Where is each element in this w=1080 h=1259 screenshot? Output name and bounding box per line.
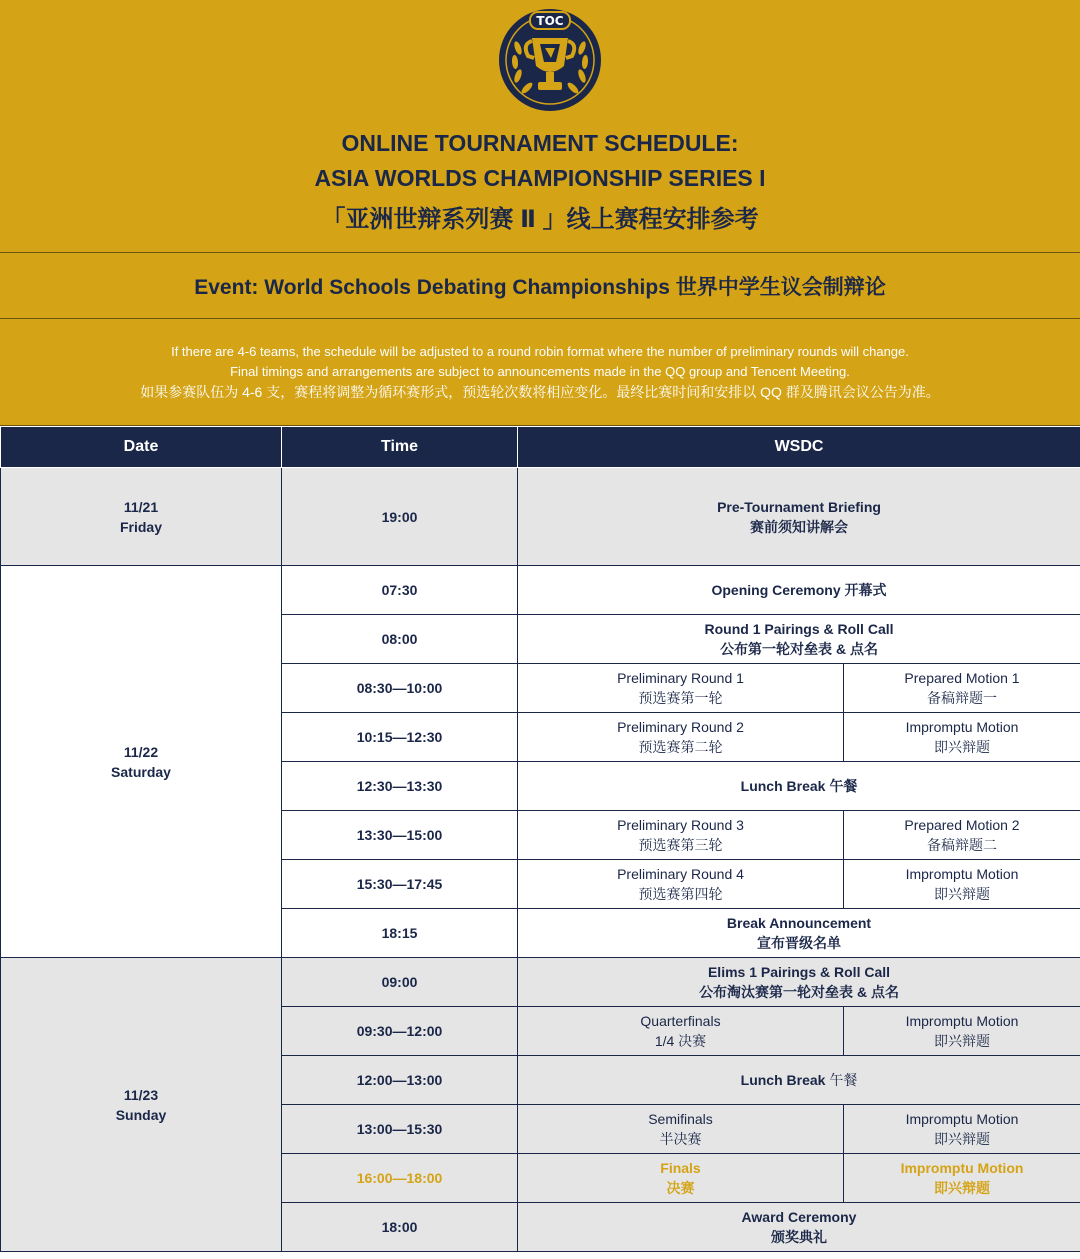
weekday: Saturday xyxy=(111,763,171,780)
round-cell xyxy=(518,1105,844,1154)
header-date: Date xyxy=(1,427,282,468)
header-time: Time xyxy=(282,427,518,468)
event-band xyxy=(0,253,1080,319)
event-cn: 赛前须知讲解会 xyxy=(750,518,848,535)
time-cell: 09:00 xyxy=(282,958,518,1007)
motion-en: Impromptu Motion xyxy=(905,866,1019,882)
round-cn: 预选赛第一轮 xyxy=(638,690,723,706)
round-cell xyxy=(518,713,844,762)
motion-en: Impromptu Motion xyxy=(905,1013,1019,1029)
time-cell: 08:00 xyxy=(282,615,518,664)
event-cn: 午餐 xyxy=(829,1072,858,1088)
motion-cell xyxy=(844,811,1080,860)
title-line-2: ASIA WORLDS CHAMPIONSHIP SERIES I xyxy=(314,165,766,191)
event-cn: 宣布晋级名单 xyxy=(757,935,841,951)
round-cell xyxy=(518,860,844,909)
round-en: Quarterfinals xyxy=(640,1013,721,1029)
weekday: Friday xyxy=(119,518,162,535)
table-row xyxy=(1,958,1080,1007)
round-cell xyxy=(518,811,844,860)
motion-en: Impromptu Motion xyxy=(905,719,1019,735)
event-en: Award Ceremony xyxy=(741,1209,857,1225)
motion-cell xyxy=(844,1105,1080,1154)
table-row xyxy=(1,566,1080,615)
round-en: Preliminary Round 4 xyxy=(617,866,744,882)
event-en: Pre-Tournament Briefing xyxy=(717,498,881,515)
table-header-row xyxy=(1,427,1080,468)
title-block xyxy=(0,0,1080,253)
title-line-1: ONLINE TOURNAMENT SCHEDULE: xyxy=(341,130,739,156)
event-cell xyxy=(518,468,1080,566)
note-en-1: If there are 4-6 teams, the schedule will be adjusted to a round robin format where the number of preliminary rounds will change. xyxy=(171,344,909,359)
motion-cn: 备稿辩题一 xyxy=(927,690,997,706)
title-line-3: 「亚洲世辩系列赛 Ⅱ 」线上赛程安排参考 xyxy=(321,206,759,233)
round-en: Semifinals xyxy=(648,1111,713,1127)
event-cn: 公布淘汰赛第一轮对垒表 & 点名 xyxy=(699,984,899,1000)
motion-cn: 即兴辩题 xyxy=(934,886,990,902)
round-en: Finals xyxy=(660,1160,701,1176)
motion-cn: 即兴辩题 xyxy=(934,739,990,755)
motion-cn: 即兴辩题 xyxy=(934,1180,990,1196)
header-event: WSDC xyxy=(518,427,1080,468)
motion-en: Prepared Motion 1 xyxy=(904,670,1020,686)
schedule-table xyxy=(0,426,1080,1252)
logo-text: TOC xyxy=(536,14,564,28)
round-cell xyxy=(518,1007,844,1056)
motion-en: Impromptu Motion xyxy=(905,1111,1019,1127)
event-en: Elims 1 Pairings & Roll Call xyxy=(707,964,891,980)
note-en-2: Final timings and arrangements are subject to announcements made in the QQ group and Tencent Meeting. xyxy=(230,364,850,379)
round-cn: 预选赛第二轮 xyxy=(638,739,723,755)
weekday: Sunday xyxy=(115,1106,167,1123)
time-cell: 13:00—15:30 xyxy=(282,1105,518,1154)
date-cell-sun xyxy=(1,958,282,1252)
event-cell xyxy=(518,909,1080,958)
motion-en: Impromptu Motion xyxy=(900,1160,1024,1176)
round-en: Preliminary Round 1 xyxy=(617,670,744,686)
motion-cn: 备稿辩题二 xyxy=(927,837,997,853)
motion-cell xyxy=(844,1154,1080,1203)
time-cell: 08:30—10:00 xyxy=(282,664,518,713)
time-cell: 12:00—13:00 xyxy=(282,1056,518,1105)
time-cell: 19:00 xyxy=(282,468,518,566)
event-cell xyxy=(518,1203,1080,1252)
event-cell: Lunch Break 午餐 xyxy=(518,762,1080,811)
event-cell xyxy=(518,615,1080,664)
time-cell: 09:30—12:00 xyxy=(282,1007,518,1056)
date-cell-fri xyxy=(1,468,282,566)
event-cell: Opening Ceremony 开幕式 xyxy=(518,566,1080,615)
motion-cell xyxy=(844,1007,1080,1056)
round-cell xyxy=(518,1154,844,1203)
round-en: Preliminary Round 2 xyxy=(617,719,744,735)
motion-cn: 即兴辩题 xyxy=(934,1131,990,1147)
event-en: Break Announcement xyxy=(726,915,872,931)
time-cell: 13:30—15:00 xyxy=(282,811,518,860)
motion-en: Prepared Motion 2 xyxy=(904,817,1020,833)
time-cell: 18:00 xyxy=(282,1203,518,1252)
round-cn: 半决赛 xyxy=(659,1131,702,1147)
round-cn: 决赛 xyxy=(666,1180,695,1196)
motion-cell xyxy=(844,664,1080,713)
date: 11/23 xyxy=(123,1086,159,1103)
schedule-notes xyxy=(0,319,1080,425)
header xyxy=(0,0,1080,426)
round-cell xyxy=(518,664,844,713)
event-cell xyxy=(518,958,1080,1007)
time-cell: 12:30—13:30 xyxy=(282,762,518,811)
round-cn: 1/4 决赛 xyxy=(654,1033,707,1049)
time-cell: 16:00—18:00 xyxy=(282,1154,518,1203)
motion-cell xyxy=(844,713,1080,762)
time-cell: 10:15—12:30 xyxy=(282,713,518,762)
round-cn: 预选赛第三轮 xyxy=(638,837,723,853)
table-row xyxy=(1,468,1080,566)
event-cn: 公布第一轮对垒表 & 点名 xyxy=(720,641,878,657)
round-cn: 预选赛第四轮 xyxy=(638,886,723,902)
motion-cell xyxy=(844,860,1080,909)
time-cell: 07:30 xyxy=(282,566,518,615)
motion-cn: 即兴辩题 xyxy=(934,1033,990,1049)
note-cn: 如果参赛队伍为 4-6 支，赛程将调整为循环赛形式，预选轮次数将相应变化。最终比赛时间和安排以 QQ 群及腾讯会议公告为准。 xyxy=(140,384,940,400)
trophy-laurel-icon xyxy=(498,8,602,112)
event-cn: 颁奖典礼 xyxy=(771,1229,827,1245)
date: 11/21 xyxy=(123,498,159,515)
round-en: Preliminary Round 3 xyxy=(617,817,744,833)
time-cell: 15:30—17:45 xyxy=(282,860,518,909)
event-title: Event: World Schools Debating Championships 世界中学生议会制辩论 xyxy=(194,275,886,299)
date-cell-sat xyxy=(1,566,282,958)
event-cell xyxy=(518,1056,1080,1105)
date: 11/22 xyxy=(123,743,159,760)
time-cell: 18:15 xyxy=(282,909,518,958)
event-en: Round 1 Pairings & Roll Call xyxy=(704,621,894,637)
event-en: Lunch Break xyxy=(740,1072,826,1088)
